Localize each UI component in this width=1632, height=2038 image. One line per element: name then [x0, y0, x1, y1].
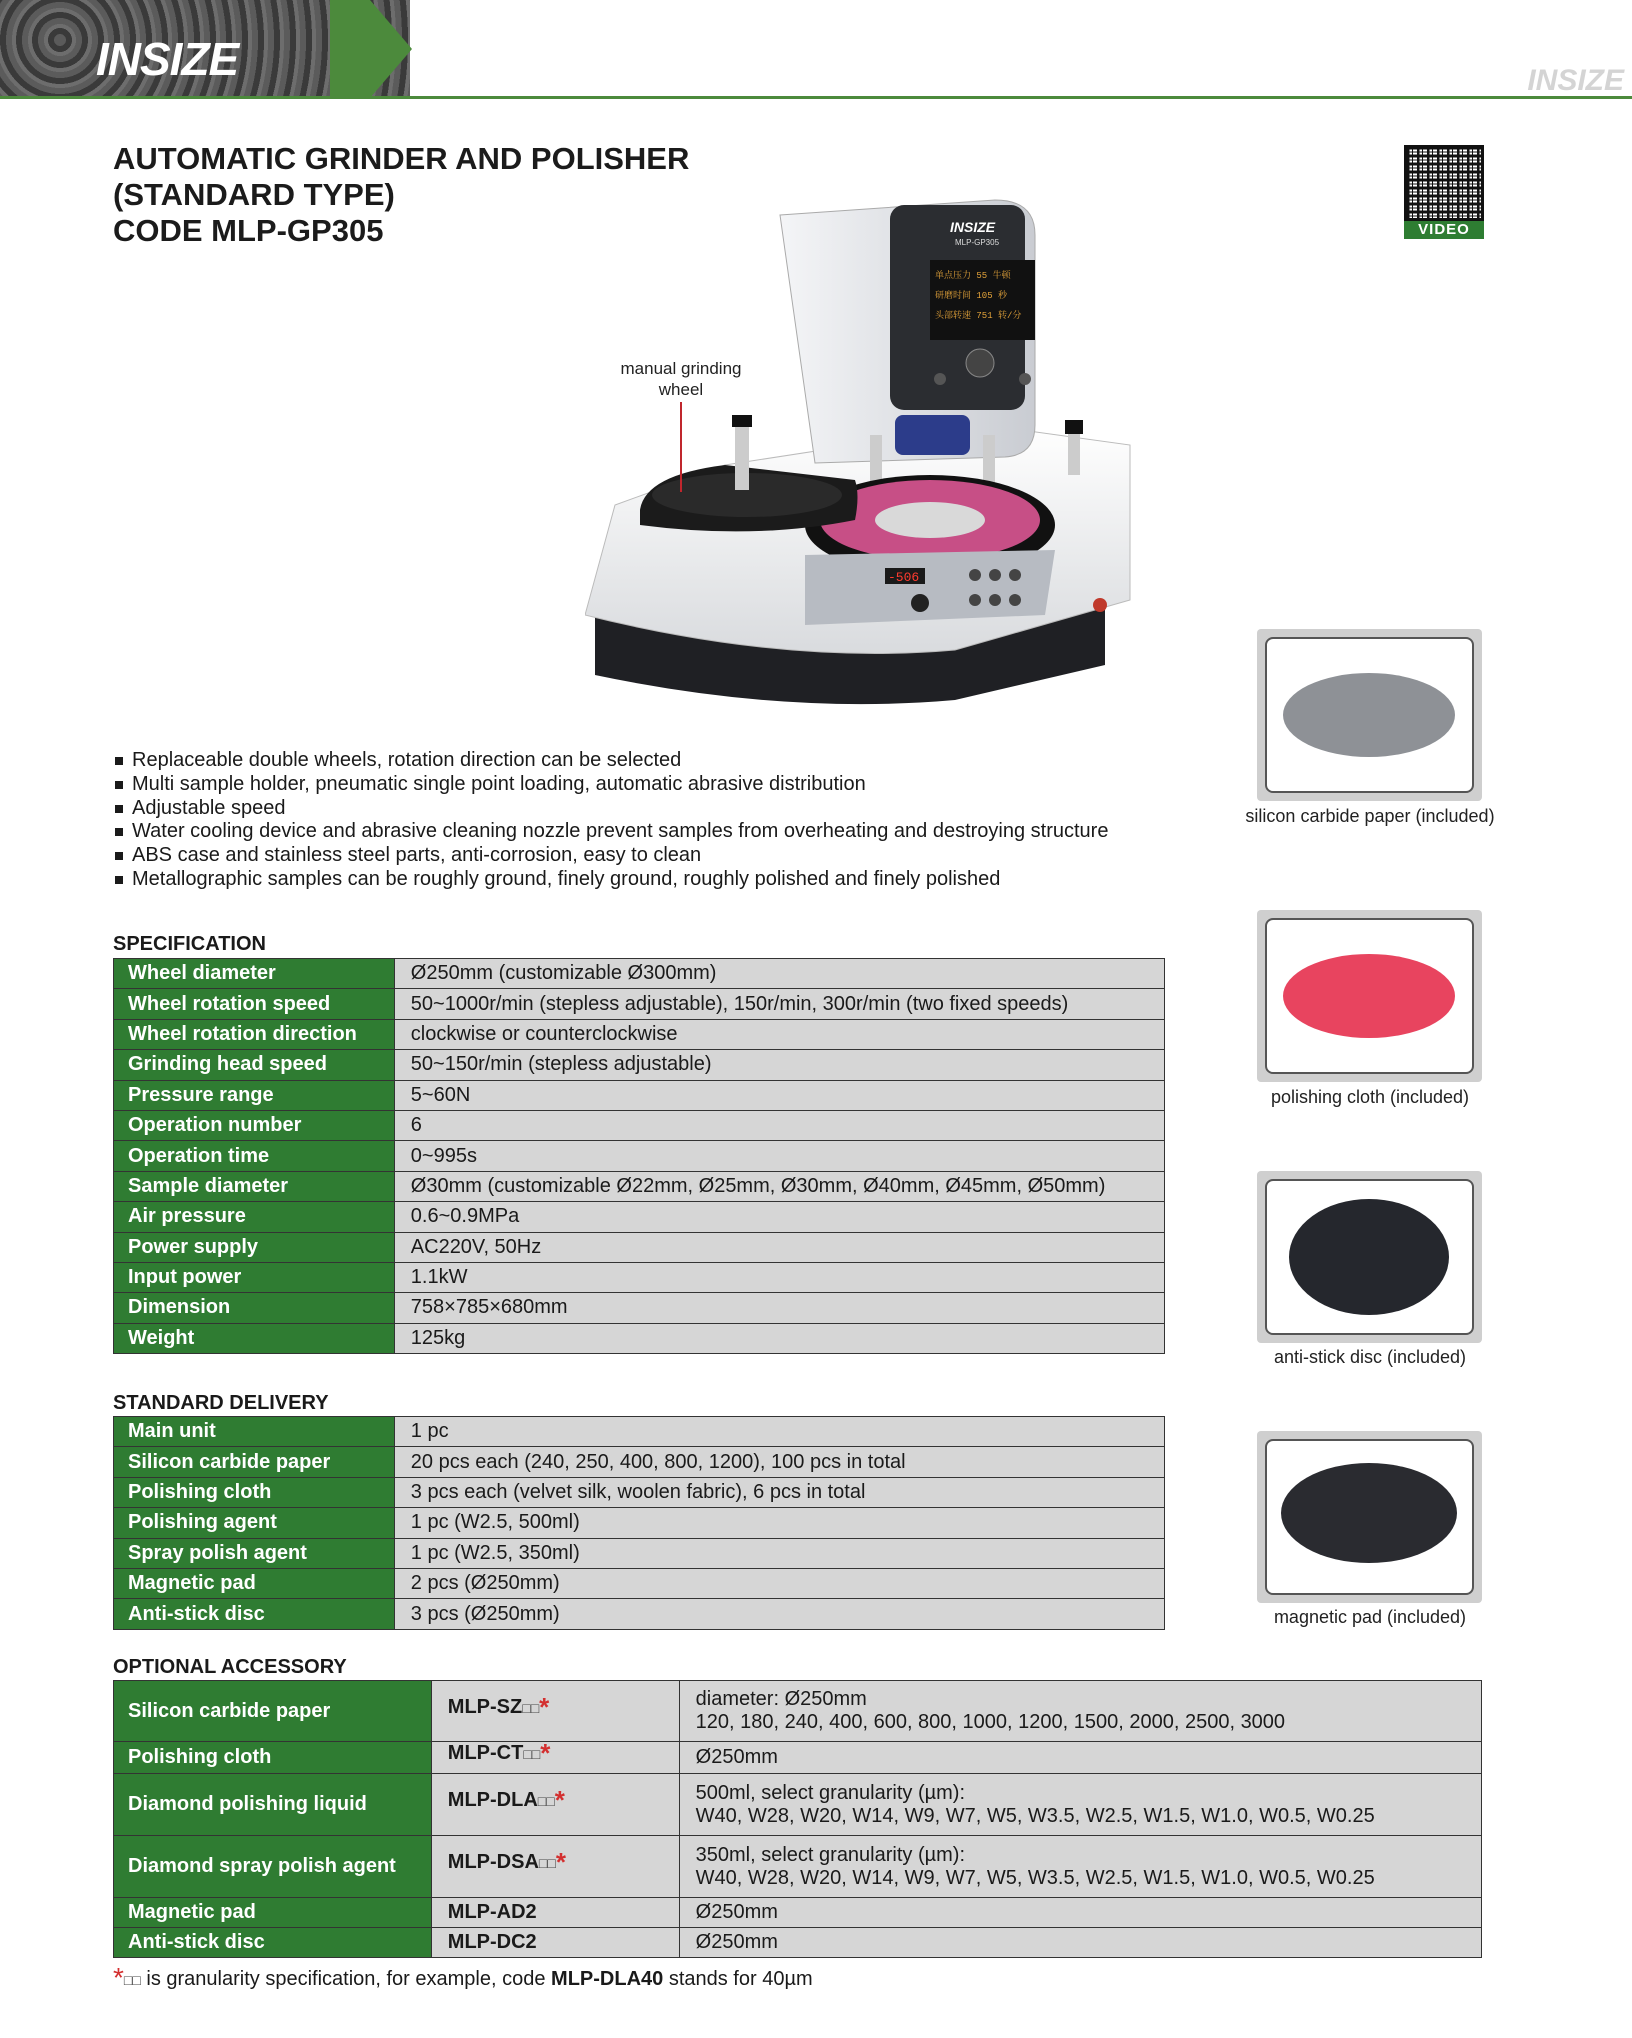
accessory-code-text: MLP-CT	[447, 1742, 524, 1764]
spec-key: Wheel diameter	[114, 959, 395, 989]
accessory-code-text: MLP-DLA	[447, 1789, 538, 1811]
spec-key: Power supply	[114, 1232, 395, 1262]
magnetic-pad-image	[1257, 1431, 1482, 1603]
delivery-key: Silicon carbide paper	[114, 1447, 395, 1477]
table-row	[114, 1323, 1165, 1353]
spec-value: 50~150r/min (stepless adjustable)	[394, 1050, 1164, 1080]
delivery-value: 3 pcs each (velvet silk, woolen fabric), 6 pcs in total	[394, 1477, 1164, 1507]
optional-heading: OPTIONAL ACCESSORY	[113, 1656, 347, 1678]
asterisk-mark: *	[555, 1847, 566, 1877]
accessory-name: Silicon carbide paper	[114, 1681, 432, 1742]
asterisk-mark: *	[540, 1738, 551, 1768]
footnote-code: MLP-DLA40	[551, 1968, 664, 1990]
specification-heading: SPECIFICATION	[113, 933, 266, 955]
title-line-2: (STANDARD TYPE)	[113, 177, 395, 212]
table-row	[114, 1171, 1165, 1201]
delivery-key: Polishing agent	[114, 1508, 395, 1538]
table-row	[114, 1568, 1165, 1598]
header-rule	[0, 96, 1632, 99]
optional-accessory-table	[113, 1680, 1482, 1958]
accessory-code: MLP-AD2	[431, 1898, 679, 1928]
delivery-key: Anti-stick disc	[114, 1599, 395, 1629]
accessory-desc-line-2: W40, W28, W20, W14, W9, W7, W5, W3.5, W2.5, W1.5, W1.0, W0.5, W0.25	[695, 1804, 1375, 1827]
square-mark: □□	[537, 1793, 555, 1809]
header-arrow-shape	[330, 0, 412, 98]
spec-value: 758×785×680mm	[394, 1293, 1164, 1323]
anti-stick-disc-image	[1257, 1171, 1482, 1343]
callout-line	[680, 402, 682, 492]
spec-value: 5~60N	[394, 1080, 1164, 1110]
feature-item: Adjustable speed	[113, 797, 1108, 821]
header-banner	[0, 0, 1632, 104]
accessory-desc	[679, 1836, 1481, 1898]
specification-table	[113, 958, 1165, 1354]
footnote-text-a: is granularity specification, for example, code	[140, 1968, 552, 1990]
polishing-cloth-image	[1257, 910, 1482, 1082]
spec-key: Sample diameter	[114, 1171, 395, 1201]
accessory-desc: Ø250mm	[679, 1898, 1481, 1928]
square-mark: □□	[538, 1855, 556, 1871]
video-qr-code[interactable]	[1404, 145, 1484, 241]
square-mark: □□	[123, 1972, 141, 1988]
accessory-code-text: MLP-SZ	[447, 1695, 523, 1718]
table-row	[114, 1232, 1165, 1262]
title-line-1: AUTOMATIC GRINDER AND POLISHER	[113, 141, 690, 176]
accessory-code: MLP-DC2	[431, 1928, 679, 1958]
display-logo: INSIZE	[950, 219, 996, 235]
asterisk-mark: *	[554, 1785, 565, 1815]
table-row	[114, 1202, 1165, 1232]
accessory-desc-line-2: W40, W28, W20, W14, W9, W7, W5, W3.5, W2.5, W1.5, W1.0, W0.5, W0.25	[695, 1866, 1375, 1889]
delivery-key: Magnetic pad	[114, 1568, 395, 1598]
qr-code-icon	[1404, 145, 1484, 221]
table-row	[114, 1538, 1165, 1568]
table-row	[114, 989, 1165, 1019]
table-row	[114, 1928, 1482, 1958]
accessory-code-text: MLP-DSA	[447, 1851, 539, 1873]
feature-item: ABS case and stainless steel parts, anti-corrosion, easy to clean	[113, 844, 1108, 868]
table-row	[114, 1836, 1482, 1898]
feature-item: Water cooling device and abrasive cleaning nozzle prevent samples from overheating and destroying structure	[113, 820, 1108, 844]
spec-value: 0~995s	[394, 1141, 1164, 1171]
delivery-value: 1 pc (W2.5, 350ml)	[394, 1538, 1164, 1568]
grinder-machine-image	[585, 195, 1145, 715]
accessory-desc: Ø250mm	[679, 1928, 1481, 1958]
delivery-value: 20 pcs each (240, 250, 400, 800, 1200), 100 pcs in total	[394, 1447, 1164, 1477]
table-row	[114, 1417, 1165, 1447]
table-row	[114, 1681, 1482, 1742]
table-row	[114, 1110, 1165, 1140]
delivery-key: Main unit	[114, 1417, 395, 1447]
accessory-desc	[679, 1742, 1481, 1774]
spec-key: Grinding head speed	[114, 1050, 395, 1080]
table-row	[114, 1293, 1165, 1323]
spec-key: Wheel rotation speed	[114, 989, 395, 1019]
asterisk-mark: *	[539, 1691, 550, 1722]
delivery-value: 3 pcs (Ø250mm)	[394, 1599, 1164, 1629]
delivery-key: Spray polish agent	[114, 1538, 395, 1568]
feature-item: Replaceable double wheels, rotation direction can be selected	[113, 749, 1108, 773]
delivery-value: 1 pc (W2.5, 500ml)	[394, 1508, 1164, 1538]
qr-video-label: VIDEO	[1404, 221, 1484, 239]
accessory-name: Magnetic pad	[114, 1898, 432, 1928]
table-row	[114, 1508, 1165, 1538]
spec-key: Dimension	[114, 1293, 395, 1323]
footnote-text-b: stands for 40µm	[663, 1968, 813, 1990]
accessory-desc-line-1: 350ml, select granularity (µm):	[695, 1843, 966, 1866]
table-row	[114, 1262, 1165, 1292]
table-row	[114, 1141, 1165, 1171]
table-row	[114, 1774, 1482, 1836]
display-lcd-row-3: 头部转速 751 转/分	[935, 311, 1022, 321]
spec-key: Input power	[114, 1262, 395, 1292]
table-row	[114, 1019, 1165, 1049]
asterisk-mark: *	[113, 1962, 124, 1993]
table-row	[114, 1898, 1482, 1928]
accessory-desc	[679, 1774, 1481, 1836]
table-row	[114, 1477, 1165, 1507]
accessory-caption: silicon carbide paper (included)	[1245, 806, 1495, 826]
delivery-table	[113, 1416, 1165, 1630]
spec-key: Operation number	[114, 1110, 395, 1140]
panel-readout: -506	[888, 570, 920, 585]
accessory-desc-line-1: 500ml, select granularity (µm):	[695, 1781, 966, 1804]
spec-key: Operation time	[114, 1141, 395, 1171]
spec-value: 50~1000r/min (stepless adjustable), 150r/min, 300r/min (two fixed speeds)	[394, 989, 1164, 1019]
accessory-code	[431, 1836, 679, 1898]
accessory-caption: polishing cloth (included)	[1270, 1087, 1470, 1107]
callout-manual-grinding-wheel: manual grinding wheel	[620, 359, 742, 399]
accessory-name: Anti-stick disc	[114, 1928, 432, 1958]
accessory-desc-line-1: Ø250mm	[695, 1746, 778, 1768]
table-row	[114, 959, 1165, 989]
delivery-key: Polishing cloth	[114, 1477, 395, 1507]
spec-value: AC220V, 50Hz	[394, 1232, 1164, 1262]
footnote	[113, 1962, 813, 2000]
table-row	[114, 1050, 1165, 1080]
display-model: MLP-GP305	[955, 238, 1000, 247]
accessory-code	[431, 1681, 679, 1742]
spec-value: Ø30mm (customizable Ø22mm, Ø25mm, Ø30mm, Ø40mm, Ø45mm, Ø50mm)	[394, 1171, 1164, 1201]
accessory-name: Diamond polishing liquid	[114, 1774, 432, 1836]
corner-logo: INSIZE	[1527, 64, 1624, 97]
delivery-heading: STANDARD DELIVERY	[113, 1392, 329, 1414]
delivery-value: 2 pcs (Ø250mm)	[394, 1568, 1164, 1598]
spec-key: Wheel rotation direction	[114, 1019, 395, 1049]
spec-key: Weight	[114, 1323, 395, 1353]
spec-key: Pressure range	[114, 1080, 395, 1110]
spec-value: Ø250mm (customizable Ø300mm)	[394, 959, 1164, 989]
display-lcd-row-1: 单点压力 55 牛顿	[935, 271, 1011, 281]
accessory-name: Polishing cloth	[114, 1742, 432, 1774]
delivery-value: 1 pc	[394, 1417, 1164, 1447]
accessory-desc-line-2: 120, 180, 240, 400, 600, 800, 1000, 1200, 1500, 2000, 2500, 3000	[695, 1711, 1286, 1733]
feature-list	[113, 749, 1108, 892]
display-lcd-row-2: 研磨时间 105 秒	[935, 291, 1008, 301]
silicon-carbide-paper-image	[1257, 629, 1482, 801]
title-line-3: CODE MLP-GP305	[113, 213, 384, 248]
accessory-desc	[679, 1681, 1481, 1742]
table-row	[114, 1742, 1482, 1774]
spec-value: 1.1kW	[394, 1262, 1164, 1292]
table-row	[114, 1447, 1165, 1477]
table-row	[114, 1080, 1165, 1110]
table-row	[114, 1599, 1165, 1629]
spec-key: Air pressure	[114, 1202, 395, 1232]
accessory-code	[431, 1738, 679, 1774]
square-mark: □□	[522, 1699, 540, 1716]
spec-value: 6	[394, 1110, 1164, 1140]
spec-value: 125kg	[394, 1323, 1164, 1353]
spec-value: clockwise or counterclockwise	[394, 1019, 1164, 1049]
feature-item: Multi sample holder, pneumatic single point loading, automatic abrasive distribution	[113, 773, 1108, 797]
spec-value: 0.6~0.9MPa	[394, 1202, 1164, 1232]
accessory-caption: anti-stick disc (included)	[1273, 1347, 1467, 1367]
accessory-code	[431, 1774, 679, 1836]
feature-item: Metallographic samples can be roughly ground, finely ground, roughly polished and finely polished	[113, 868, 1108, 892]
accessory-name: Diamond spray polish agent	[114, 1836, 432, 1898]
square-mark: □□	[523, 1746, 541, 1762]
accessory-caption: magnetic pad (included)	[1273, 1607, 1467, 1627]
brand-logo: INSIZE	[96, 33, 239, 85]
accessory-desc-line-1: diameter: Ø250mm	[695, 1688, 867, 1710]
